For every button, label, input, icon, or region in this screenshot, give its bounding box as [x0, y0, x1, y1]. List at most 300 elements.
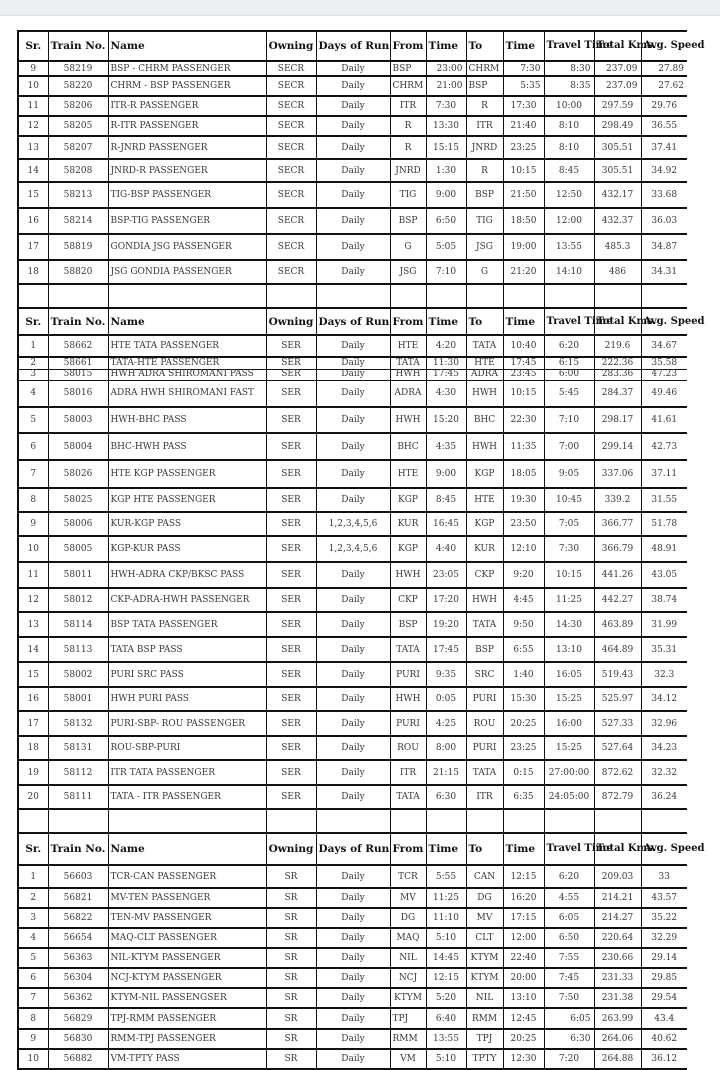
- cell-days-of-run: Daily: [316, 662, 390, 687]
- cell-total-kms: 441.26: [594, 562, 641, 588]
- table-row: [18, 662, 687, 687]
- cell-name: NIL-KTYM PASSENGER: [108, 948, 266, 968]
- cell-to: KGP: [466, 460, 503, 488]
- cell-to: TATA: [466, 612, 503, 637]
- cell-dep-time: 16:45: [426, 512, 466, 536]
- column-header-arr-time: Time: [503, 31, 544, 61]
- cell-from: JNRD: [390, 159, 426, 182]
- cell-avg-speed: 35.22: [641, 908, 687, 928]
- cell-avg-speed: 41.61: [641, 407, 687, 433]
- section-spacer-row: [18, 809, 687, 833]
- cell-days-of-run: Daily: [316, 888, 390, 908]
- cell-days-of-run: 1,2,3,4,5,6: [316, 536, 390, 562]
- cell-travel-time: 15:25: [544, 687, 594, 711]
- cell-days-of-run: Daily: [316, 1029, 390, 1049]
- cell-days-of-run: Daily: [316, 968, 390, 988]
- cell-name: RMM-TPJ PASSENGER: [108, 1029, 266, 1049]
- cell-arr-time: 20:25: [503, 1029, 544, 1049]
- column-header-dep-time: Time: [426, 31, 466, 61]
- column-header-owning: Owning: [266, 31, 316, 61]
- cell-arr-time: 9:50: [503, 612, 544, 637]
- cell-days-of-run: Daily: [316, 380, 390, 407]
- cell-sr: 15: [18, 662, 48, 687]
- cell-days-of-run: Daily: [316, 357, 390, 369]
- cell-arr-time: 16:20: [503, 888, 544, 908]
- cell-to: CAN: [466, 865, 503, 888]
- cell-dep-time: 6:40: [426, 1008, 466, 1029]
- cell-total-kms: 463.89: [594, 612, 641, 637]
- column-header-avg-speed: Avg. Speed: [641, 31, 687, 61]
- cell-arr-time: 20:25: [503, 711, 544, 736]
- cell-travel-time: 7:00: [544, 433, 594, 460]
- cell-travel-time: 12:50: [544, 182, 594, 208]
- table-row: [18, 433, 687, 460]
- cell-travel-time: 6:05: [544, 1008, 594, 1029]
- cell-days-of-run: Daily: [316, 928, 390, 948]
- column-header-to: To: [466, 308, 503, 335]
- cell-arr-time: 10:15: [503, 159, 544, 182]
- cell-days-of-run: Daily: [316, 136, 390, 159]
- table-row: [18, 159, 687, 182]
- cell-arr-time: 17:45: [503, 357, 544, 369]
- empty-cell: [544, 284, 594, 308]
- cell-dep-time: 7:10: [426, 260, 466, 284]
- cell-avg-speed: 48.91: [641, 536, 687, 562]
- cell-train-no: 58001: [48, 687, 108, 711]
- cell-days-of-run: Daily: [316, 488, 390, 512]
- cell-to: ROU: [466, 711, 503, 736]
- cell-sr: 19: [18, 760, 48, 785]
- cell-name: TIG-BSP PASSENGER: [108, 182, 266, 208]
- cell-owning: SR: [266, 948, 316, 968]
- column-header-train-no: Train No.: [48, 833, 108, 865]
- cell-arr-time: 22:30: [503, 407, 544, 433]
- table-row: [18, 711, 687, 736]
- cell-owning: SER: [266, 433, 316, 460]
- empty-cell: [266, 809, 316, 833]
- cell-sr: 6: [18, 433, 48, 460]
- cell-travel-time: 10:45: [544, 488, 594, 512]
- cell-total-kms: 283.36: [594, 369, 641, 380]
- cell-train-no: 58111: [48, 785, 108, 809]
- cell-total-kms: 525.97: [594, 687, 641, 711]
- cell-days-of-run: Daily: [316, 76, 390, 96]
- cell-sr: 12: [18, 588, 48, 612]
- cell-name: KGP HTE PASSENGER: [108, 488, 266, 512]
- cell-train-no: 58012: [48, 588, 108, 612]
- cell-days-of-run: Daily: [316, 785, 390, 809]
- column-header-dep-time: Time: [426, 308, 466, 335]
- cell-arr-time: 18:05: [503, 460, 544, 488]
- cell-to: SRC: [466, 662, 503, 687]
- cell-to: MV: [466, 908, 503, 928]
- cell-name: BHC-HWH PASS: [108, 433, 266, 460]
- table-row: [18, 760, 687, 785]
- cell-train-no: 58006: [48, 512, 108, 536]
- cell-from: HTE: [390, 335, 426, 357]
- cell-total-kms: 366.77: [594, 512, 641, 536]
- cell-days-of-run: Daily: [316, 407, 390, 433]
- table-row: [18, 512, 687, 536]
- cell-train-no: 58205: [48, 116, 108, 136]
- cell-dep-time: 9:00: [426, 182, 466, 208]
- cell-to: BSP: [466, 76, 503, 96]
- cell-dep-time: 5:05: [426, 234, 466, 260]
- cell-travel-time: 8:45: [544, 159, 594, 182]
- cell-total-kms: 486: [594, 260, 641, 284]
- browser-top-bar: [0, 0, 720, 16]
- cell-total-kms: 264.88: [594, 1049, 641, 1069]
- table-row: [18, 61, 687, 76]
- cell-arr-time: 19:00: [503, 234, 544, 260]
- cell-to: CLT: [466, 928, 503, 948]
- cell-name: ITR TATA PASSENGER: [108, 760, 266, 785]
- cell-sr: 11: [18, 96, 48, 116]
- empty-cell: [108, 284, 266, 308]
- cell-total-kms: 872.79: [594, 785, 641, 809]
- cell-travel-time: 10:15: [544, 562, 594, 588]
- cell-to: PURI: [466, 736, 503, 760]
- table-row: [18, 928, 687, 948]
- cell-from: RMM: [390, 1029, 426, 1049]
- cell-train-no: 58213: [48, 182, 108, 208]
- cell-from: VM: [390, 1049, 426, 1069]
- cell-total-kms: 237.09: [594, 76, 641, 96]
- cell-train-no: 56654: [48, 928, 108, 948]
- cell-owning: SECR: [266, 208, 316, 234]
- cell-travel-time: 7:45: [544, 968, 594, 988]
- cell-to: PURI: [466, 687, 503, 711]
- header-row: [18, 833, 687, 865]
- cell-train-no: 58219: [48, 61, 108, 76]
- cell-name: R-JNRD PASSENGER: [108, 136, 266, 159]
- cell-arr-time: 7:30: [503, 61, 544, 76]
- table-row: [18, 1029, 687, 1049]
- cell-name: R-ITR PASSENGER: [108, 116, 266, 136]
- cell-total-kms: 305.51: [594, 159, 641, 182]
- cell-name: HWH-ADRA CKP/BKSC PASS: [108, 562, 266, 588]
- cell-name: TATA - ITR PASSENGER: [108, 785, 266, 809]
- cell-to: HTE: [466, 488, 503, 512]
- cell-total-kms: 263.99: [594, 1008, 641, 1029]
- cell-sr: 1: [18, 335, 48, 357]
- empty-cell: [108, 809, 266, 833]
- cell-name: TPJ-RMM PASSENGER: [108, 1008, 266, 1029]
- cell-owning: SR: [266, 908, 316, 928]
- column-header-to: To: [466, 833, 503, 865]
- cell-avg-speed: 29.14: [641, 948, 687, 968]
- cell-total-kms: 231.38: [594, 988, 641, 1008]
- cell-owning: SR: [266, 928, 316, 948]
- cell-train-no: 56362: [48, 988, 108, 1008]
- cell-owning: SER: [266, 536, 316, 562]
- cell-train-no: 58002: [48, 662, 108, 687]
- cell-dep-time: 5:10: [426, 1049, 466, 1069]
- cell-from: R: [390, 116, 426, 136]
- cell-arr-time: 17:30: [503, 96, 544, 116]
- empty-cell: [503, 809, 544, 833]
- cell-name: HWH PURI PASS: [108, 687, 266, 711]
- cell-train-no: 56830: [48, 1029, 108, 1049]
- cell-dep-time: 21:15: [426, 760, 466, 785]
- table-row: [18, 1008, 687, 1029]
- cell-owning: SECR: [266, 260, 316, 284]
- cell-dep-time: 21:00: [426, 76, 466, 96]
- cell-name: TATA-HTE PASSENGER: [108, 357, 266, 369]
- cell-from: KUR: [390, 512, 426, 536]
- cell-name: HTE KGP PASSENGER: [108, 460, 266, 488]
- cell-sr: 10: [18, 76, 48, 96]
- table-row: [18, 96, 687, 116]
- table-row: [18, 637, 687, 662]
- cell-travel-time: 16:05: [544, 662, 594, 687]
- cell-travel-time: 7:10: [544, 407, 594, 433]
- cell-to: ITR: [466, 116, 503, 136]
- cell-dep-time: 8:45: [426, 488, 466, 512]
- cell-train-no: 58004: [48, 433, 108, 460]
- cell-owning: SER: [266, 407, 316, 433]
- cell-name: MV-TEN PASSENGER: [108, 888, 266, 908]
- cell-sr: 7: [18, 460, 48, 488]
- cell-total-kms: 231.33: [594, 968, 641, 988]
- cell-train-no: 56829: [48, 1008, 108, 1029]
- empty-cell: [18, 284, 48, 308]
- cell-from: ITR: [390, 96, 426, 116]
- cell-dep-time: 9:35: [426, 662, 466, 687]
- cell-dep-time: 11:30: [426, 357, 466, 369]
- column-header-total-kms: Total Kms.: [594, 31, 641, 61]
- cell-to: NIL: [466, 988, 503, 1008]
- cell-sr: 8: [18, 488, 48, 512]
- cell-train-no: 58011: [48, 562, 108, 588]
- cell-sr: 18: [18, 260, 48, 284]
- cell-dep-time: 15:15: [426, 136, 466, 159]
- cell-train-no: 56882: [48, 1049, 108, 1069]
- cell-total-kms: 305.51: [594, 136, 641, 159]
- cell-travel-time: 14:30: [544, 612, 594, 637]
- cell-arr-time: 6:55: [503, 637, 544, 662]
- cell-days-of-run: Daily: [316, 760, 390, 785]
- cell-arr-time: 12:00: [503, 928, 544, 948]
- cell-days-of-run: Daily: [316, 736, 390, 760]
- cell-dep-time: 5:20: [426, 988, 466, 1008]
- cell-dep-time: 17:20: [426, 588, 466, 612]
- cell-sr: 14: [18, 637, 48, 662]
- empty-cell: [390, 809, 426, 833]
- cell-days-of-run: Daily: [316, 865, 390, 888]
- cell-train-no: 58208: [48, 159, 108, 182]
- cell-to: DG: [466, 888, 503, 908]
- cell-name: JNRD-R PASSENGER: [108, 159, 266, 182]
- cell-to: JNRD: [466, 136, 503, 159]
- cell-owning: SR: [266, 865, 316, 888]
- cell-to: ADRA: [466, 369, 503, 380]
- table-row: [18, 562, 687, 588]
- cell-from: PURI: [390, 711, 426, 736]
- cell-name: KTYM-NIL PASSENGSER: [108, 988, 266, 1008]
- cell-name: BSP-TIG PASSENGER: [108, 208, 266, 234]
- table-row: [18, 488, 687, 512]
- empty-cell: [641, 809, 687, 833]
- cell-name: MAQ-CLT PASSENGER: [108, 928, 266, 948]
- empty-cell: [48, 284, 108, 308]
- cell-total-kms: 298.17: [594, 407, 641, 433]
- cell-arr-time: 22:40: [503, 948, 544, 968]
- cell-name: PURI SRC PASS: [108, 662, 266, 687]
- cell-from: JSG: [390, 260, 426, 284]
- cell-total-kms: 264.06: [594, 1029, 641, 1049]
- cell-owning: SER: [266, 512, 316, 536]
- cell-avg-speed: 32.3: [641, 662, 687, 687]
- cell-dep-time: 4:30: [426, 380, 466, 407]
- cell-avg-speed: 29.76: [641, 96, 687, 116]
- cell-from: TATA: [390, 785, 426, 809]
- column-header-name: Name: [108, 31, 266, 61]
- cell-owning: SER: [266, 369, 316, 380]
- cell-to: KUR: [466, 536, 503, 562]
- cell-travel-time: 12:00: [544, 208, 594, 234]
- cell-train-no: 58016: [48, 380, 108, 407]
- table-row: [18, 968, 687, 988]
- cell-travel-time: 6:30: [544, 1029, 594, 1049]
- column-header-to: To: [466, 31, 503, 61]
- cell-to: G: [466, 260, 503, 284]
- cell-owning: SER: [266, 380, 316, 407]
- cell-dep-time: 12:15: [426, 968, 466, 988]
- column-header-sr: Sr.: [18, 833, 48, 865]
- cell-from: TPJ: [390, 1008, 426, 1029]
- cell-owning: SECR: [266, 136, 316, 159]
- cell-train-no: 58819: [48, 234, 108, 260]
- empty-cell: [390, 284, 426, 308]
- cell-owning: SER: [266, 760, 316, 785]
- cell-sr: 3: [18, 908, 48, 928]
- cell-total-kms: 214.27: [594, 908, 641, 928]
- column-header-days-of-run: Days of Run: [316, 833, 390, 865]
- cell-total-kms: 442.27: [594, 588, 641, 612]
- cell-to: BSP: [466, 182, 503, 208]
- cell-total-kms: 527.33: [594, 711, 641, 736]
- cell-train-no: 58114: [48, 612, 108, 637]
- cell-owning: SER: [266, 736, 316, 760]
- cell-arr-time: 23:25: [503, 736, 544, 760]
- cell-to: HWH: [466, 433, 503, 460]
- cell-travel-time: 6:50: [544, 928, 594, 948]
- cell-to: TATA: [466, 760, 503, 785]
- cell-to: KGP: [466, 512, 503, 536]
- cell-to: TPTY: [466, 1049, 503, 1069]
- cell-train-no: 56603: [48, 865, 108, 888]
- cell-sr: 3: [18, 369, 48, 380]
- cell-arr-time: 5:35: [503, 76, 544, 96]
- cell-sr: 16: [18, 208, 48, 234]
- cell-train-no: 58112: [48, 760, 108, 785]
- cell-sr: 1: [18, 865, 48, 888]
- cell-days-of-run: 1,2,3,4,5,6: [316, 512, 390, 536]
- cell-owning: SER: [266, 460, 316, 488]
- cell-sr: 7: [18, 988, 48, 1008]
- cell-arr-time: 10:40: [503, 335, 544, 357]
- cell-sr: 6: [18, 968, 48, 988]
- cell-total-kms: 337.06: [594, 460, 641, 488]
- cell-sr: 14: [18, 159, 48, 182]
- cell-total-kms: 284.37: [594, 380, 641, 407]
- empty-cell: [426, 809, 466, 833]
- cell-owning: SER: [266, 612, 316, 637]
- cell-from: HWH: [390, 369, 426, 380]
- cell-avg-speed: 32.96: [641, 711, 687, 736]
- cell-travel-time: 4:55: [544, 888, 594, 908]
- cell-to: HWH: [466, 588, 503, 612]
- cell-owning: SER: [266, 588, 316, 612]
- cell-train-no: 56822: [48, 908, 108, 928]
- cell-to: KTYM: [466, 968, 503, 988]
- cell-travel-time: 11:25: [544, 588, 594, 612]
- cell-sr: 11: [18, 562, 48, 588]
- cell-from: MV: [390, 888, 426, 908]
- column-header-travel-time: Travel Time: [544, 31, 594, 61]
- cell-avg-speed: 33: [641, 865, 687, 888]
- cell-name: ROU-SBP-PURI: [108, 736, 266, 760]
- cell-owning: SR: [266, 888, 316, 908]
- cell-from: NCJ: [390, 968, 426, 988]
- table-row: [18, 865, 687, 888]
- cell-owning: SER: [266, 335, 316, 357]
- cell-from: HTE: [390, 460, 426, 488]
- cell-avg-speed: 36.03: [641, 208, 687, 234]
- cell-name: KGP-KUR PASS: [108, 536, 266, 562]
- table-row: [18, 76, 687, 96]
- cell-from: MAQ: [390, 928, 426, 948]
- empty-cell: [466, 284, 503, 308]
- table-row: [18, 736, 687, 760]
- cell-arr-time: 1:40: [503, 662, 544, 687]
- cell-sr: 12: [18, 116, 48, 136]
- cell-train-no: 56304: [48, 968, 108, 988]
- cell-avg-speed: 27.89: [641, 61, 687, 76]
- table-row: [18, 208, 687, 234]
- cell-sr: 2: [18, 357, 48, 369]
- cell-from: NIL: [390, 948, 426, 968]
- cell-avg-speed: 51.78: [641, 512, 687, 536]
- cell-owning: SER: [266, 687, 316, 711]
- cell-train-no: 58132: [48, 711, 108, 736]
- cell-name: HTE TATA PASSENGER: [108, 335, 266, 357]
- cell-total-kms: 219.6: [594, 335, 641, 357]
- cell-total-kms: 209.03: [594, 865, 641, 888]
- cell-travel-time: 8:10: [544, 136, 594, 159]
- cell-from: KGP: [390, 536, 426, 562]
- cell-avg-speed: 43.4: [641, 1008, 687, 1029]
- empty-cell: [426, 284, 466, 308]
- table-row: [18, 116, 687, 136]
- cell-total-kms: 299.14: [594, 433, 641, 460]
- table-row: [18, 234, 687, 260]
- table-row: [18, 948, 687, 968]
- cell-sr: 13: [18, 612, 48, 637]
- cell-days-of-run: Daily: [316, 234, 390, 260]
- column-header-avg-speed: Avg. Speed: [641, 833, 687, 865]
- cell-from: PURI: [390, 662, 426, 687]
- cell-name: HWH ADRA SHIROMANI PASS: [108, 369, 266, 380]
- cell-from: TCR: [390, 865, 426, 888]
- table-row: [18, 357, 687, 369]
- train-timetable: [17, 30, 705, 1070]
- column-header-sr: Sr.: [18, 31, 48, 61]
- cell-avg-speed: 35.31: [641, 637, 687, 662]
- cell-to: TIG: [466, 208, 503, 234]
- cell-avg-speed: 34.23: [641, 736, 687, 760]
